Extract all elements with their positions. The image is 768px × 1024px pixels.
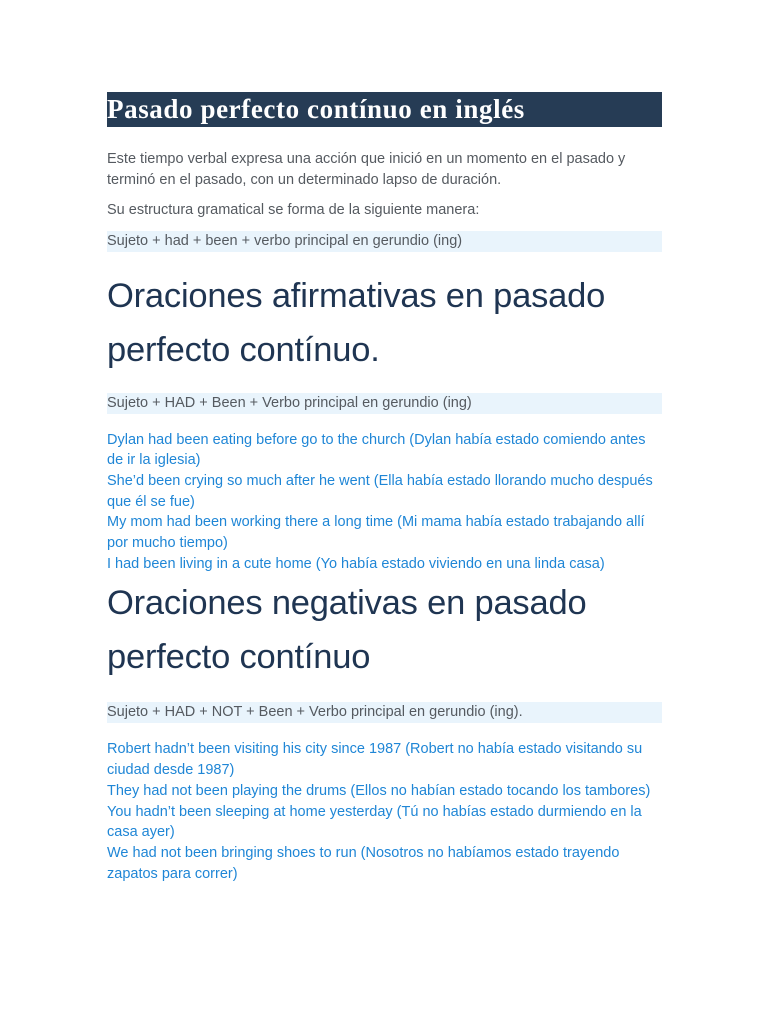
example-sentence: We had not been bringing shoes to run (Nosotros no habíamos estado trayendo zapatos para correr) [107,844,620,882]
example-sentence: Robert hadn’t been visiting his city since 1987 (Robert no había estado visitando su ciudad desde 1987) [107,741,643,779]
affirmative-examples [107,430,662,575]
intro-paragraph: Este tiempo verbal expresa una acción que inició en un momento en el pasado y terminó en el pasado, con un determinado lapso de duración. [107,151,626,188]
example-sentence: You hadn’t been sleeping at home yesterday (Tú no habías estado durmiendo en la casa ayer) [107,803,642,841]
example-sentence: I had been living in a cute home (Yo había estado viviendo en una linda casa) [107,555,605,572]
section-heading-affirmative: Oraciones afirmativas en pasado perfecto contínuo. [107,276,606,369]
intro-paragraph: Su estructura gramatical se forma de la siguiente manera: [107,202,480,218]
example-sentence: My mom had been working there a long time (Mi mama había estado trabajando allí por mucho tiempo) [107,514,645,552]
section-heading-negative: Oraciones negativas en pasado perfecto contínuo [107,584,587,677]
page-title: Pasado perfecto contínuo en inglés [107,92,662,127]
negative-examples [107,739,662,884]
document-page [107,92,662,884]
negative-formula: Sujeto + HAD + NOT + Been + Verbo principal en gerundio (ing). [107,702,662,723]
affirmative-formula: Sujeto + HAD + Been + Verbo principal en gerundio (ing) [107,393,662,414]
intro [107,149,662,221]
example-sentence: She’d been crying so much after he went (Ella había estado llorando mucho después que él se fue) [107,472,653,510]
structure-formula: Sujeto + had + been + verbo principal en gerundio (ing) [107,231,662,252]
example-sentence: Dylan had been eating before go to the church (Dylan había estado comiendo antes de ir la iglesia) [107,431,646,469]
example-sentence: They had not been playing the drums (Ellos no habían estado tocando los tambores) [107,782,651,799]
